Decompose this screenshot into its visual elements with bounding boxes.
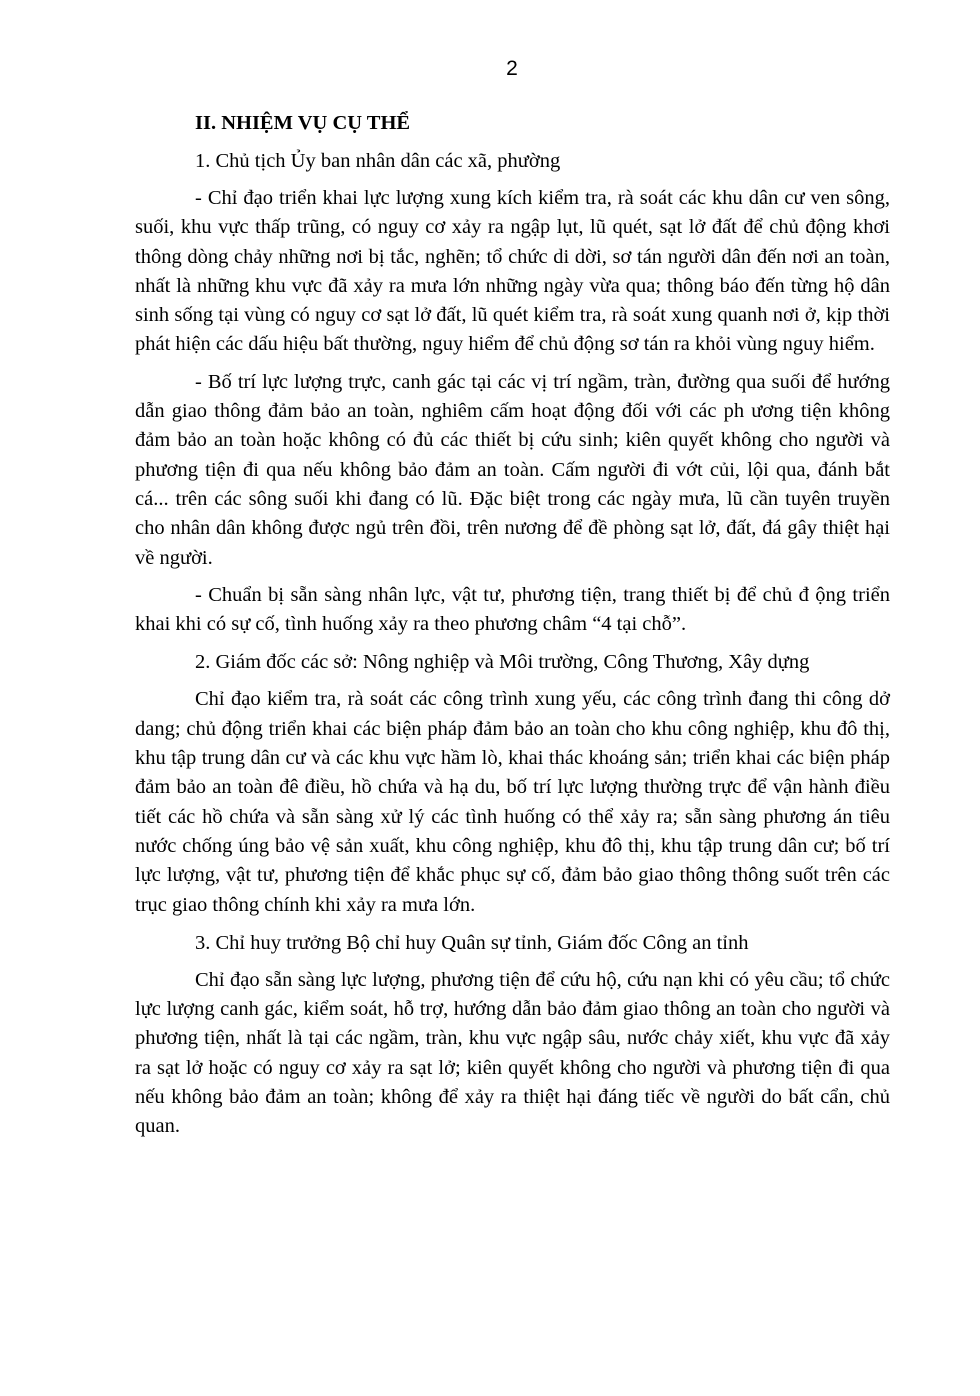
section-3 xyxy=(135,928,890,1142)
paragraph: Chỉ đạo kiểm tra, rà soát các công trình xung yếu, các công trình đang thi công dở dang; chủ động triển khai các biện pháp đảm bảo an toàn cho khu công nghiệp, khu đô thị, khu tập trung dân cư và các khu vực hầm lò, khai thác khoáng sản; triển khai các biện pháp đảm bảo an toàn đê điều, hồ chứa và hạ du, bố trí lực lượng thường trực để vận hành điều tiết các hồ chứa và sẵn sàng xử lý các tình huống có thể xảy ra; sẵn sàng phương án tiêu nước chống úng bảo vệ sản xuất, khu công nghiệp, khu đô thị, khu tập trung dân cư; bố trí lực lượng, vật tư, phương tiện để khắc phục sự cố, đảm bảo giao thông thông suốt trên các trục giao thông chính khi xảy ra mưa lớn. xyxy=(135,688,890,916)
section-3-title: 3. Chỉ huy trưởng Bộ chỉ huy Quân sự tỉnh, Giám đốc Công an tỉnh xyxy=(195,931,749,954)
section-1-title: 1. Chủ tịch Ủy ban nhân dân các xã, phường xyxy=(195,150,561,172)
section-2 xyxy=(135,647,890,919)
paragraph: - Chuẩn bị sẵn sàng nhân lực, vật tư, phương tiện, trang thiết bị để chủ đ ộng triển khai khi có sự cố, tình huống xảy ra theo phương châm “4 tại chỗ”. xyxy=(135,583,890,636)
section-2-title: 2. Giám đốc các sở: Nông nghiệp và Môi trường, Công Thương, Xây dựng xyxy=(195,651,810,674)
paragraph: Chỉ đạo sẵn sàng lực lượng, phương tiện để cứu hộ, cứu nạn khi có yêu cầu; tổ chức lực lượng canh gác, kiểm soát, hỗ trợ, hướng dẫn bảo đảm giao thông an toàn cho người và phương tiện, nhất là tại các ngầm, tràn, khu vực ngập sâu, nước chảy xiết, khu vực đã xảy ra sạt lở hoặc có nguy cơ xảy ra sạt lở; kiên quyết không cho người và phương tiện đi qua nếu không bảo đảm an toàn; không để xảy ra thiệt hại đáng tiếc về người do bất cẩn, chủ quan. xyxy=(135,968,890,1138)
document-body xyxy=(135,108,890,1150)
page-number: 2 xyxy=(506,57,518,80)
section-heading: II. NHIỆM VỤ CỤ THỂ xyxy=(195,112,411,134)
paragraph: - Chỉ đạo triển khai lực lượng xung kích kiểm tra, rà soát các khu dân cư ven sông, suối, khu vực thấp trũng, có nguy cơ xảy ra ngập lụt, lũ quét, sạt lở đất để chủ động khơi thông dòng chảy những nơi bị tắc, nghẽn; tổ chức di dời, sơ tán người dân đến nơi an toàn, nhất là những khu vực đã xảy ra mưa lớn những ngày vừa qua; thông báo đến từng hộ dân sinh sống tại vùng có nguy cơ sạt lở đất, lũ quét kiểm tra, rà soát xung quanh nơi ở, kịp thời phát hiện các dấu hiệu bất thường, nguy hiểm để chủ động sơ tán ra khỏi vùng nguy hiểm. xyxy=(135,187,890,356)
section-1 xyxy=(135,146,890,639)
paragraph: - Bố trí lực lượng trực, canh gác tại các vị trí ngầm, tràn, đường qua suối để hướng dẫn giao thông đảm bảo an toàn, nghiêm cấm hoạt động đối với các ph ương tiện không đảm bảo an toàn hoặc không có đủ các thiết bị cứu sinh; kiên quyết không cho người và phương tiện đi qua nếu không bảo đảm an toàn. Cấm người đi vớt củi, lội qua, đánh bắt cá... trên các sông suối khi đang có lũ. Đặc biệt trong các ngày mưa, lũ cần tuyên truyền cho nhân dân không được ngủ trên đồi, trên nương để đề phòng sạt lở, đất, đá gây thiệt hại về người. xyxy=(135,370,890,569)
